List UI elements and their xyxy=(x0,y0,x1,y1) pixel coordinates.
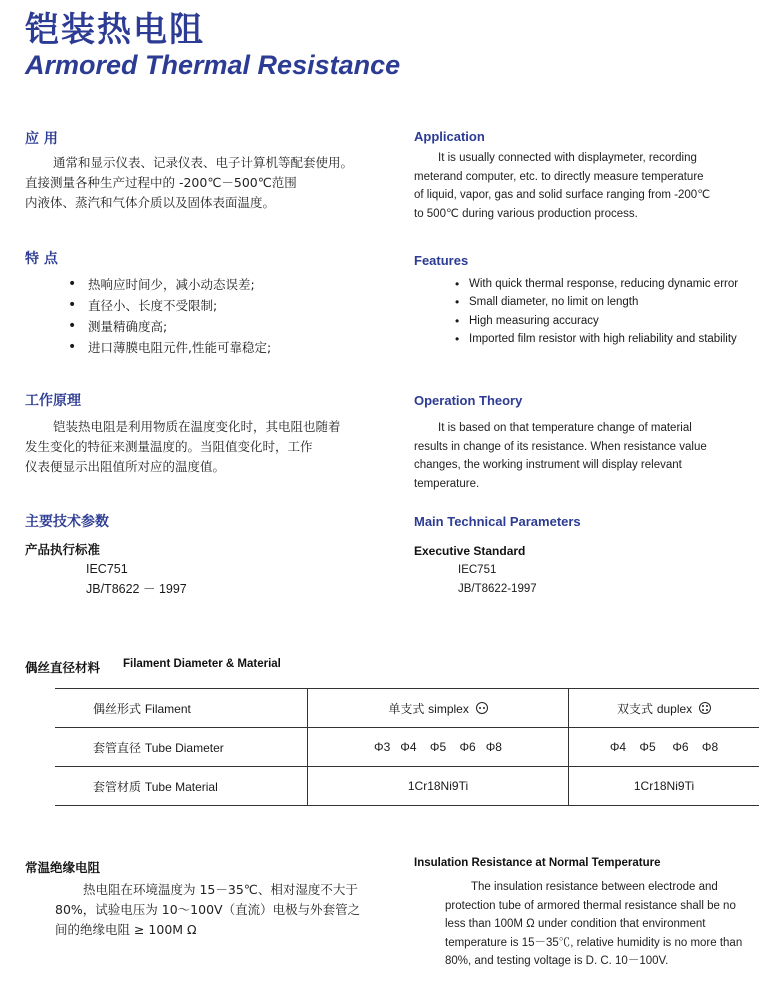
table-cell xyxy=(308,689,569,728)
page-title-cn: 铠装热电阻 xyxy=(25,10,205,50)
list-item: • 测量精确度高; xyxy=(66,316,271,337)
text-line: 发生变化的特征来测量温度的。当阻值变化时，工作 xyxy=(25,439,313,454)
standard-item: IEC751 xyxy=(458,564,497,576)
list-item: • 进口薄膜电阻元件,性能可靠稳定; xyxy=(66,337,271,358)
simplex-label-en: simplex xyxy=(428,701,469,716)
list-item: • 直径小、长度不受限制; xyxy=(66,295,271,316)
text-line: 铠装热电阻是利用物质在温度变化时，其电阻也随着 xyxy=(53,419,341,434)
insulation-text-cn xyxy=(55,880,385,940)
parameters-heading-en: Main Technical Parameters xyxy=(414,514,581,529)
features-heading-cn: 特 点 xyxy=(25,251,58,267)
text-line: meterand computer, etc. to directly measure temperature xyxy=(414,170,704,183)
insulation-text-en xyxy=(445,878,760,971)
text-line: The insulation resistance between electrode and xyxy=(471,881,718,893)
application-text-en xyxy=(414,149,736,223)
text-line: to 500℃ during various production process. xyxy=(414,207,638,220)
text-line: changes, the working instrument will display relevant xyxy=(414,459,682,471)
text-line: 仪表便显示出阻值所对应的温度值。 xyxy=(25,459,226,474)
table-cell: 1Cr18Ni9Ti xyxy=(308,767,569,806)
duplex-label-en: duplex xyxy=(656,701,693,716)
insulation-heading-cn: 常温绝缘电阻 xyxy=(25,860,101,875)
operation-text-cn xyxy=(25,417,385,477)
list-item: • With quick thermal response, reducing dynamic error xyxy=(454,275,738,293)
text-line: 通常和显示仪表、记录仪表、电子计算机等配套使用。 xyxy=(53,155,354,170)
label-en: Filament xyxy=(144,701,191,716)
operation-heading-en: Operation Theory xyxy=(414,393,523,408)
list-item: • Imported film resistor with high reliability and stability xyxy=(454,330,738,348)
standard-item: JB/T8622 － 1997 xyxy=(86,582,187,596)
text-line: less than 100M Ω under condition that environment xyxy=(445,918,706,930)
text-line: results in change of its resistance. When resistance value xyxy=(414,440,707,453)
table-row xyxy=(55,728,759,767)
label-cn: 套管直径 xyxy=(93,740,142,755)
duplex-wire-icon xyxy=(699,702,711,714)
label-cn: 偶丝形式 xyxy=(93,701,142,716)
features-heading-en: Features xyxy=(414,253,469,268)
label-en: Tube Material xyxy=(144,779,218,794)
operation-heading-cn: 工作原理 xyxy=(25,393,81,409)
table-row xyxy=(55,689,759,728)
table-cell-label xyxy=(55,767,308,806)
text-line: 间的绝缘电阻 ≥ 100M Ω xyxy=(55,922,197,937)
text-line: 80%, and testing voltage is D. C. 10－100V. xyxy=(445,955,669,967)
filament-heading-cn: 偶丝直径材料 xyxy=(25,660,101,675)
application-heading-en: Application xyxy=(414,129,485,144)
text-line: 80%，试验电压为 10～100V（直流）电极与外套管之 xyxy=(55,902,361,917)
text-line: 直接测量各种生产过程中的 -200℃－500℃范围 xyxy=(25,175,297,190)
standard-label-cn: 产品执行标准 xyxy=(25,542,101,557)
label-cn: 套管材质 xyxy=(93,779,142,794)
standard-item: JB/T8622-1997 xyxy=(458,583,537,595)
parameters-heading-cn: 主要技术参数 xyxy=(25,514,109,530)
table-cell: Φ3 Φ4 Φ5 Φ6 Φ8 xyxy=(308,728,569,767)
table-cell xyxy=(569,689,760,728)
simplex-wire-icon xyxy=(476,702,488,714)
text-line: It is usually connected with displaymeter, recording xyxy=(438,152,697,164)
operation-text-en xyxy=(414,419,736,493)
list-item: • 热响应时间少，减小动态误差; xyxy=(66,274,271,295)
application-heading-cn: 应 用 xyxy=(25,131,58,147)
insulation-heading-en: Insulation Resistance at Normal Temperature xyxy=(414,857,661,869)
text-line: temperature. xyxy=(414,477,480,490)
text-line: protection tube of armored thermal resistance shall be no xyxy=(445,899,736,912)
text-line: temperature is 15－35℃, relative humidity is no more than xyxy=(445,936,743,949)
list-item: • High measuring accuracy xyxy=(454,312,738,330)
standard-item: IEC751 xyxy=(86,562,128,576)
duplex-label-cn: 双支式 xyxy=(616,701,653,716)
features-list-en xyxy=(454,275,738,348)
application-text-cn xyxy=(25,153,385,213)
simplex-label-cn: 单支式 xyxy=(388,701,425,716)
text-line: 内液体、蒸汽和气体介质以及固体表面温度。 xyxy=(25,195,276,210)
text-line: It is based on that temperature change of material xyxy=(438,422,692,434)
table-cell: Φ4 Φ5 Φ6 Φ8 xyxy=(569,728,760,767)
standard-label-en: Executive Standard xyxy=(414,544,526,558)
text-line: 热电阻在环境温度为 15－35℃、相对湿度不大于 xyxy=(83,882,358,897)
table-cell-label xyxy=(55,728,308,767)
label-en: Tube Diameter xyxy=(144,740,224,755)
list-item: • Small diameter, no limit on length xyxy=(454,293,738,311)
page-title-en: Armored Thermal Resistance xyxy=(25,50,401,80)
features-list-cn xyxy=(66,274,271,358)
table-cell: 1Cr18Ni9Ti xyxy=(569,767,760,806)
filament-heading-en: Filament Diameter & Material xyxy=(123,658,281,670)
table-row xyxy=(55,767,759,806)
filament-table xyxy=(55,688,759,806)
text-line: of liquid, vapor, gas and solid surface ranging from -200℃ xyxy=(414,189,711,201)
table-cell-label xyxy=(55,689,308,728)
